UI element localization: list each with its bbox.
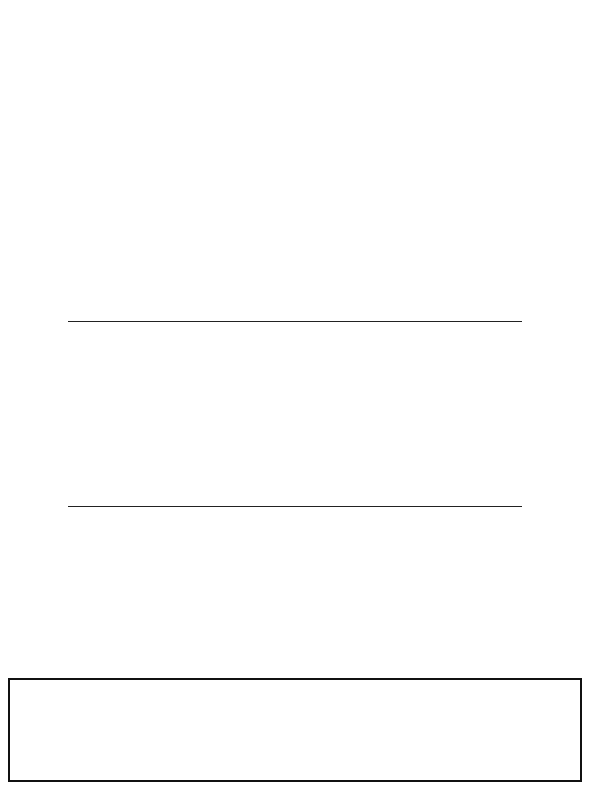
headline-box <box>8 678 582 782</box>
article-paragraph <box>8 140 582 182</box>
box-text <box>18 724 572 774</box>
section-divider <box>68 506 522 507</box>
article-paragraph <box>8 327 582 367</box>
article-paragraph <box>8 186 582 314</box>
section-divider <box>68 321 522 322</box>
article-paragraph <box>8 512 582 620</box>
article-paragraph <box>8 88 582 136</box>
article-paragraph <box>8 371 582 499</box>
box-headline <box>18 686 572 720</box>
article-paragraph <box>8 6 582 84</box>
